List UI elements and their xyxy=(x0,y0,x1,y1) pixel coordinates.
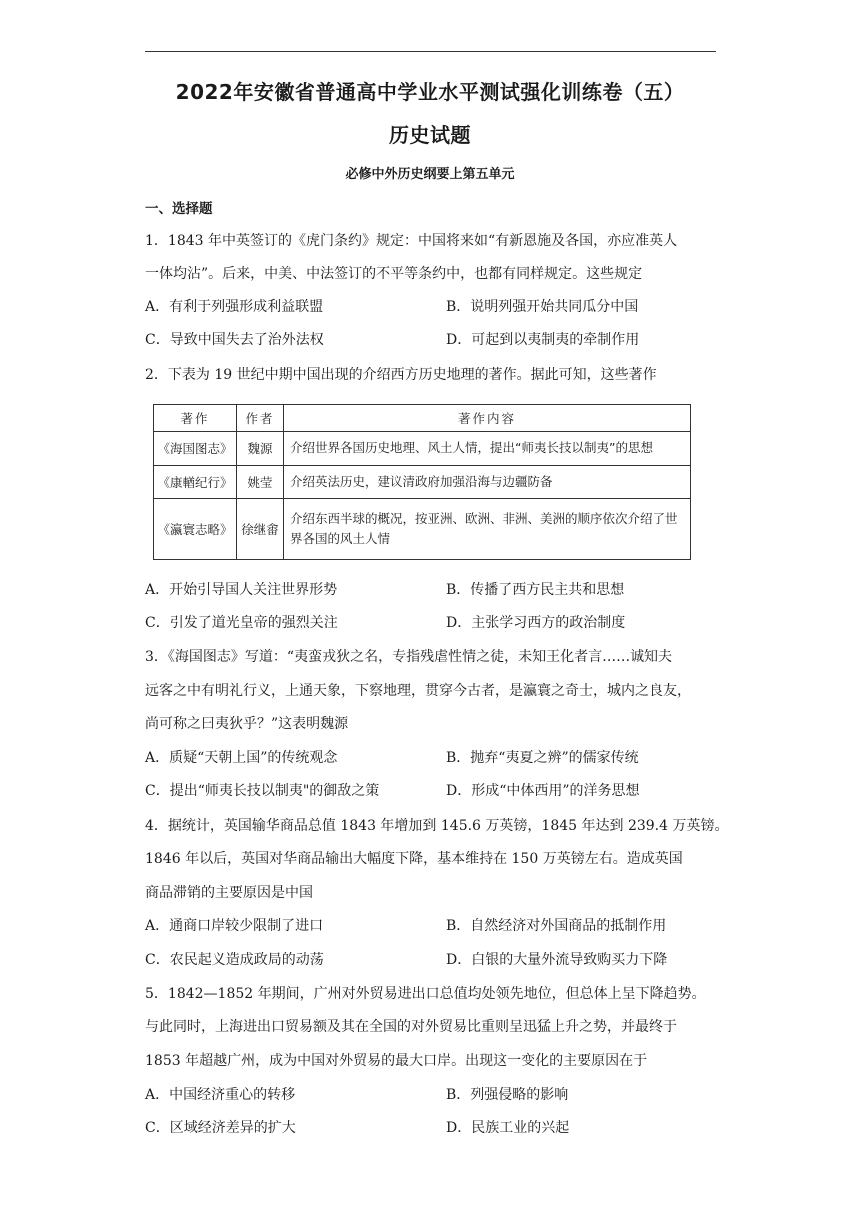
q4-option-c: C．农民起义造成政局的动荡 xyxy=(145,952,324,968)
exam-scope: 必修中外历史纲要上第五单元 xyxy=(345,167,515,182)
q4-stem-line2: 1846 年以后，英国对华商品输出大幅度下降，基本维持在 150 万英镑左右。造成英国 xyxy=(145,851,683,867)
q1-option-b: B．说明列强开始共同瓜分中国 xyxy=(446,299,639,315)
q1-option-a: A．有利于列强形成利益联盟 xyxy=(145,299,324,315)
table-header-cell: 著作内容 xyxy=(284,405,691,432)
q5-option-d: D．民族工业的兴起 xyxy=(446,1120,570,1136)
q1-stem-line1: 1．1843 年中英签订的《虎门条约》规定：中国将来如“有新恩施及各国，亦应准英人 xyxy=(145,233,678,249)
table-header-row xyxy=(154,405,691,432)
table-row xyxy=(154,432,691,466)
q2-table xyxy=(153,404,691,560)
header-rule xyxy=(145,51,716,52)
table-header-cell: 著作 xyxy=(154,405,237,432)
q4-stem-line3: 商品滞销的主要原因是中国 xyxy=(145,885,313,901)
table-row xyxy=(154,499,691,560)
q2-option-c: C．引发了道光皇帝的强烈关注 xyxy=(145,615,338,631)
q3-option-a: A．质疑“天朝上国”的传统观念 xyxy=(145,750,338,766)
q2-option-b: B．传播了西方民主共和思想 xyxy=(446,582,625,598)
q3-option-b: B．抛弃“夷夏之辨”的儒家传统 xyxy=(446,750,639,766)
table-cell-work: 《海国图志》 xyxy=(154,432,237,466)
q3-stem-line1: 3．《海国图志》写道：“夷蛮戎狄之名，专指残虐性情之徒，未知王化者言……诚知夫 xyxy=(145,649,673,665)
q1-option-d: D．可起到以夷制夷的牵制作用 xyxy=(446,332,640,348)
q4-option-a: A．通商口岸较少限制了进口 xyxy=(145,918,324,934)
exam-subject: 历史试题 xyxy=(389,123,471,147)
table-cell-author: 徐继畬 xyxy=(237,499,284,560)
q5-stem-line2: 与此同时，上海进出口贸易额及其在全国的对外贸易比重则呈迅猛上升之势，并最终于 xyxy=(145,1019,677,1035)
table-cell-content: 介绍东西半球的概况，按亚洲、欧洲、非洲、美洲的顺序依次介绍了世界各国的风土人情 xyxy=(284,499,691,560)
q4-option-b: B．自然经济对外国商品的抵制作用 xyxy=(446,918,667,934)
q4-option-d: D．白银的大量外流导致购买力下降 xyxy=(446,952,668,968)
q3-stem-line2: 远客之中有明礼行义，上通天象，下察地理，贯穿今古者，是瀛寰之奇士，城内之良友， xyxy=(145,683,691,699)
q4-stem-line1: 4．据统计，英国输华商品总值 1843 年增加到 145.6 万英镑，1845 年达到 239.4 万英镑。 xyxy=(145,818,729,834)
exam-title: 2022年安徽省普通高中学业水平测试强化训练卷（五） xyxy=(175,80,685,104)
table-header-cell: 作者 xyxy=(237,405,284,432)
q1-stem-line2: 一体均沾”。后来，中美、中法签订的不平等条约中，也都有同样规定。这些规定 xyxy=(145,266,643,282)
q1-option-c: C．导致中国失去了治外法权 xyxy=(145,332,324,348)
table-row xyxy=(154,465,691,499)
q3-option-d: D．形成“中体西用”的洋务思想 xyxy=(446,783,640,799)
q5-stem-line3: 1853 年超越广州，成为中国对外贸易的最大口岸。出现这一变化的主要原因在于 xyxy=(145,1053,648,1069)
q2-option-d: D．主张学习西方的政治制度 xyxy=(446,615,626,631)
table-cell-content: 介绍世界各国历史地理、风土人情，提出“师夷长技以制夷”的思想 xyxy=(284,432,691,466)
q5-option-c: C．区域经济差异的扩大 xyxy=(145,1120,296,1136)
q5-stem-line1: 5．1842—1852 年期间，广州对外贸易进出口总值均处领先地位，但总体上呈下降趋势。 xyxy=(145,986,706,1002)
q2-option-a: A．开始引导国人关注世界形势 xyxy=(145,582,338,598)
q3-option-c: C．提出“师夷长技以制夷"的御敌之策 xyxy=(145,783,380,799)
table-cell-content: 介绍英法历史，建议清政府加强沿海与边疆防备 xyxy=(284,465,691,499)
q3-stem-line3: 尚可称之曰夷狄乎？”这表明魏源 xyxy=(145,716,349,732)
table-cell-author: 魏源 xyxy=(237,432,284,466)
section-heading: 一、选择题 xyxy=(145,201,213,217)
q2-stem-line1: 2．下表为 19 世纪中期中国出现的介绍西方历史地理的著作。据此可知，这些著作 xyxy=(145,367,657,383)
q5-option-b: B．列强侵略的影响 xyxy=(446,1087,569,1103)
table-cell-work: 《康輶纪行》 xyxy=(154,465,237,499)
q5-option-a: A．中国经济重心的转移 xyxy=(145,1087,296,1103)
table-cell-work: 《瀛寰志略》 xyxy=(154,499,237,560)
table-cell-author: 姚莹 xyxy=(237,465,284,499)
